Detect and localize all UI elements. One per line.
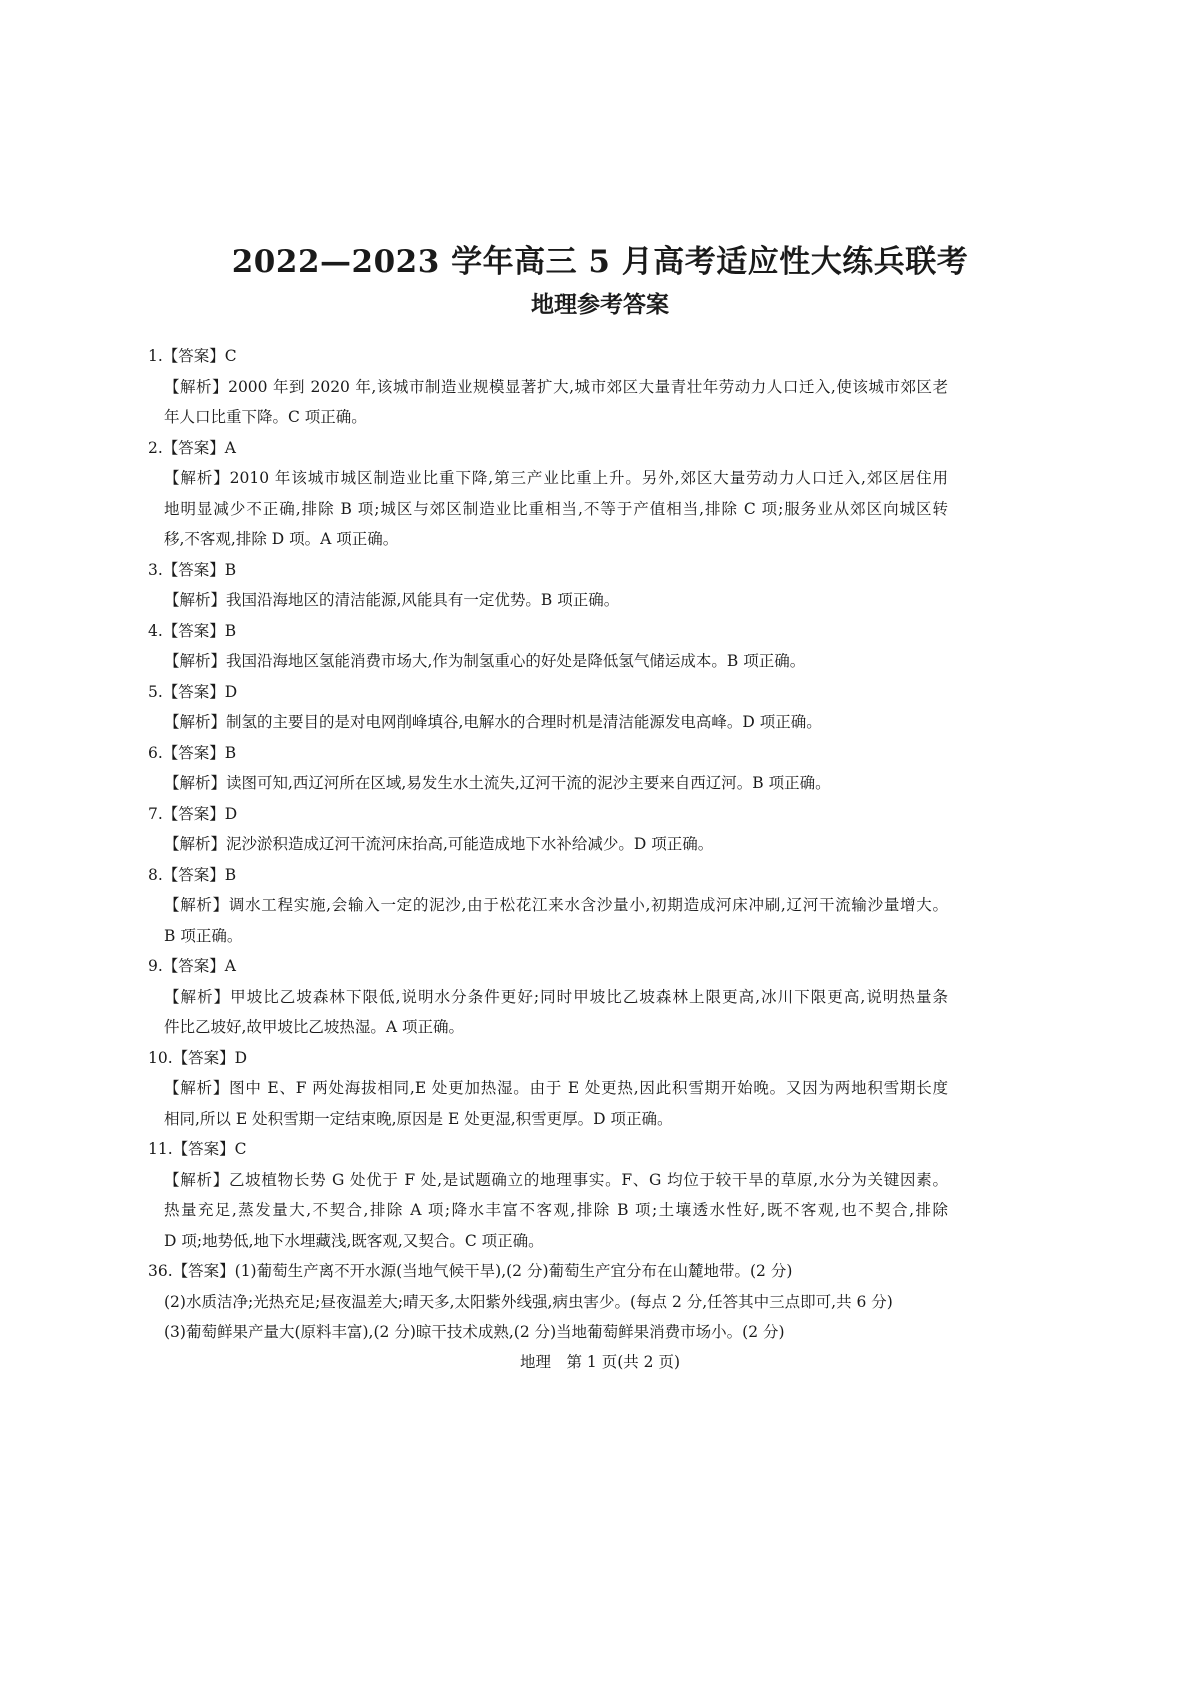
answer-header: 6.【答案】B (148, 743, 237, 762)
explanation-line: 【解析】图中 E、F 两处海拔相同,E 处更加热湿。由于 E 处更热,因此积雪期开始晚。又因为两地积雪期长度 (164, 1079, 948, 1097)
explanation-line: B 项正确。 (164, 926, 243, 945)
explanation-line: 【解析】调水工程实施,会输入一定的泥沙,由于松花江来水含沙量小,初期造成河床冲刷,辽河干流输沙量增大。 (164, 896, 948, 914)
explanation-line: 【解析】读图可知,西辽河所在区域,易发生水土流失,辽河干流的泥沙主要来自西辽河。B 项正确。 (164, 774, 831, 792)
explanation-line: 地明显减少不正确,排除 B 项;城区与郊区制造业比重相当,不等于产值相当,排除 C 项;服务业从郊区向城区转 (164, 499, 948, 518)
explanation-line: 【解析】甲坡比乙坡森林下限低,说明水分条件更好;同时甲坡比乙坡森林上限更高,冰川下限更高,说明热量条 (164, 987, 948, 1006)
answer-header: 4.【答案】B (148, 621, 237, 640)
page-footer: 地理 第 1 页(共 2 页) (519, 1353, 681, 1371)
explanation-line: 件比乙坡好,故甲坡比乙坡热湿。A 项正确。 (164, 1018, 465, 1036)
explanation-line: 【解析】泥沙淤积造成辽河干流河床抬高,可能造成地下水补给减少。D 项正确。 (164, 835, 714, 853)
answer-header: 5.【答案】D (148, 682, 238, 701)
answer-header: 36.【答案】(1)葡萄生产离不开水源(当地气候干旱),(2 分)葡萄生产宜分布在山麓地带。(2 分) (148, 1262, 793, 1280)
answer-header: 1.【答案】C (148, 347, 237, 365)
answer-line: (3)葡萄鲜果产量大(原料丰富),(2 分)晾干技术成熟,(2 分)当地葡萄鲜果消费市场小。(2 分) (164, 1323, 785, 1341)
explanation-line: 相同,所以 E 处积雪期一定结束晚,原因是 E 处更湿,积雪更厚。D 项正确。 (164, 1109, 673, 1128)
answer-line: (2)水质洁净;光热充足;昼夜温差大;晴天多,太阳紫外线强,病虫害少。(每点 2 分,任答其中三点即可,共 6 分) (164, 1292, 893, 1311)
explanation-line: 移,不客观,排除 D 项。A 项正确。 (164, 530, 399, 548)
answer-header: 8.【答案】B (148, 865, 237, 884)
answer-header: 3.【答案】B (148, 560, 237, 579)
answer-header: 9.【答案】A (148, 957, 236, 975)
explanation-line: D 项;地势低,地下水埋藏浅,既客观,又契合。C 项正确。 (164, 1231, 544, 1250)
answer-header: 10.【答案】D (148, 1048, 248, 1067)
explanation-line: 热量充足,蒸发量大,不契合,排除 A 项;降水丰富不客观,排除 B 项;土壤透水性好,既不客观,也不契合,排除 (164, 1201, 948, 1219)
explanation-line: 【解析】我国沿海地区氢能消费市场大,作为制氢重心的好处是降低氢气储运成本。B 项正确。 (164, 652, 806, 670)
document-title: 2022—2023 学年高三 5 月高考适应性大练兵联考 (231, 244, 969, 280)
explanation-line: 【解析】我国沿海地区的清洁能源,风能具有一定优势。B 项正确。 (164, 591, 620, 609)
explanation-line: 【解析】制氢的主要目的是对电网削峰填谷,电解水的合理时机是清洁能源发电高峰。D 项正确。 (164, 713, 822, 731)
explanation-line: 【解析】2010 年该城市城区制造业比重下降,第三产业比重上升。另外,郊区大量劳动力人口迁入,郊区居住用 (164, 469, 948, 487)
answer-header: 2.【答案】A (148, 438, 236, 457)
answer-list (148, 341, 948, 1348)
explanation-line: 【解析】2000 年到 2020 年,该城市制造业规模显著扩大,城市郊区大量青壮年劳动力人口迁入,使该城市郊区老 (164, 377, 948, 396)
explanation-line: 年人口比重下降。C 项正确。 (164, 408, 367, 426)
document-subtitle: 地理参考答案 (531, 292, 669, 318)
answer-header: 7.【答案】D (148, 804, 238, 823)
explanation-line: 【解析】乙坡植物长势 G 处优于 F 处,是试题确立的地理事实。F、G 均位于较干旱的草原,水分为关键因素。 (164, 1170, 948, 1189)
answer-header: 11.【答案】C (148, 1140, 247, 1158)
